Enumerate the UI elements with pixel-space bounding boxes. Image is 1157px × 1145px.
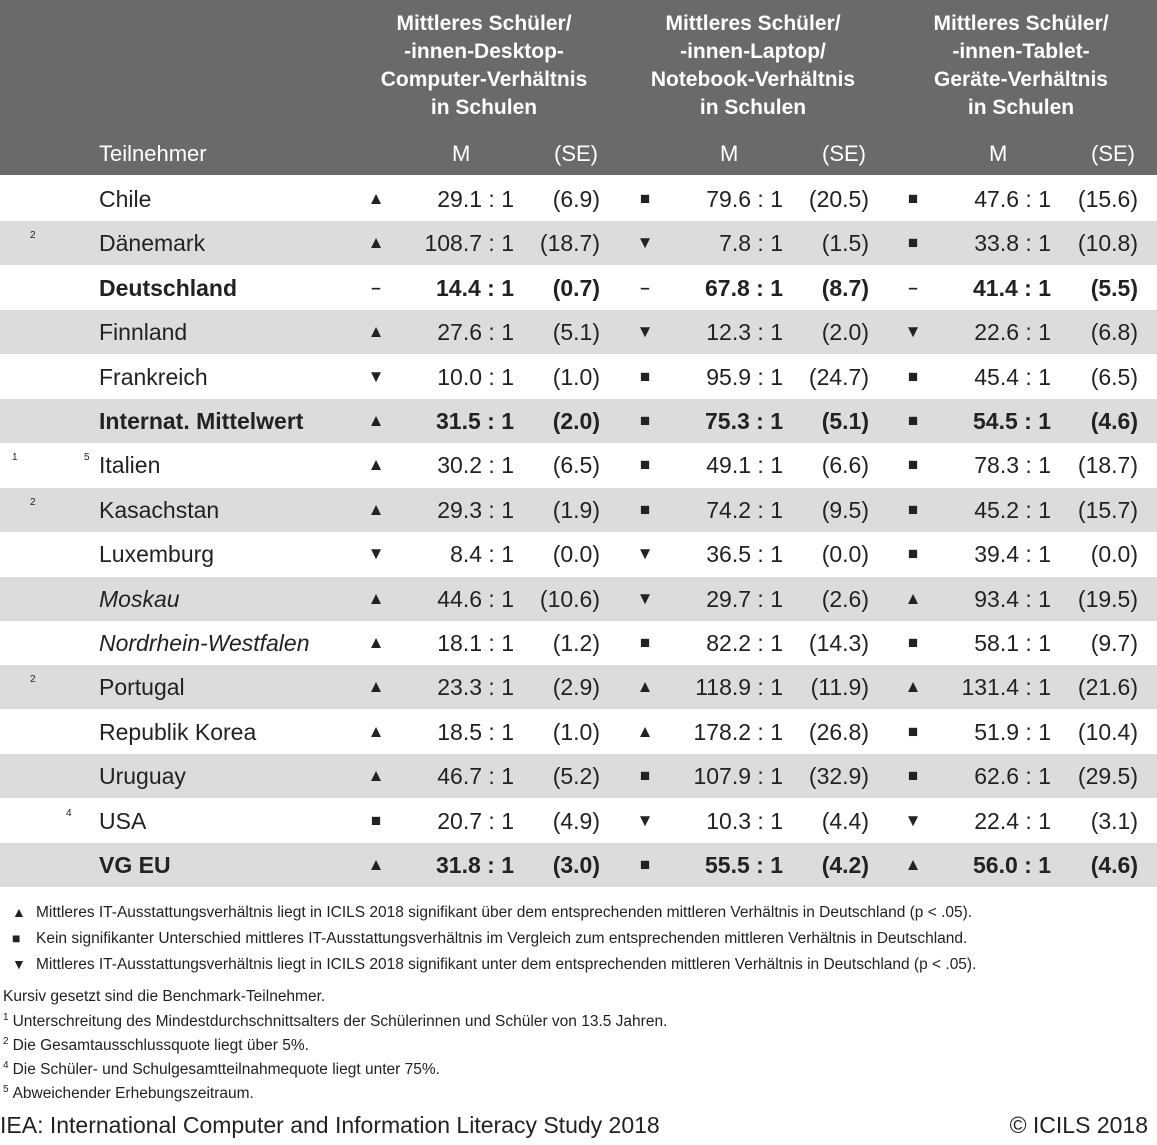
desktop-ratio-se: (1.9) <box>552 496 600 523</box>
laptop-significance-icon: ■ <box>639 766 651 786</box>
laptop-ratio-mean: 7.8 : 1 <box>719 230 783 257</box>
footnote-marker-left: 2 <box>30 674 36 686</box>
laptop-ratio-mean: 29.7 : 1 <box>706 585 783 612</box>
tablet-ratio-mean: 56.0 : 1 <box>973 852 1051 878</box>
desktop-significance-icon: ▲ <box>367 588 385 608</box>
tablet-ratio-se: (6.5) <box>1090 363 1138 390</box>
desktop-ratio-se: (6.9) <box>552 186 600 212</box>
desktop-ratio-se: (4.9) <box>552 807 600 834</box>
desktop-ratio-se: (0.0) <box>552 541 600 568</box>
tablet-m-header: M <box>989 141 1008 166</box>
tablet-ratio-mean: 131.4 : 1 <box>961 674 1051 701</box>
desktop-ratio-se: (3.0) <box>552 852 600 878</box>
tablet-ratio-mean: 45.4 : 1 <box>974 363 1051 390</box>
tablet-significance-icon: ▲ <box>904 588 922 608</box>
tablet-ratio-se: (9.7) <box>1090 630 1138 656</box>
laptop-significance-icon: ■ <box>639 855 651 874</box>
desktop-significance-icon: ▲ <box>367 721 385 741</box>
footnote-2 <box>3 1036 309 1056</box>
laptop-ratio-se: (32.9) <box>808 763 869 790</box>
tablet-ratio-mean: 22.4 : 1 <box>974 807 1051 834</box>
laptop-ratio-se: (9.5) <box>821 496 869 523</box>
desktop-ratio-mean: 108.7 : 1 <box>424 230 514 257</box>
tablet-ratio-mean: 22.6 : 1 <box>974 319 1051 346</box>
desktop-significance-icon: ▲ <box>367 677 385 697</box>
tablet-ratio-mean: 41.4 : 1 <box>973 274 1051 301</box>
desktop-ratio-mean: 31.5 : 1 <box>436 408 514 434</box>
legend-text: Mittleres IT-Ausstattungsverhältnis liegt in ICILS 2018 signifikant über dem entsprechenden mittleren Verhältnis in Deutschland (p < .05). <box>36 904 973 921</box>
desktop-significance-icon: ▲ <box>367 766 385 786</box>
tablet-ratio-se: (15.7) <box>1077 496 1138 523</box>
laptop-ratio-se: (14.3) <box>808 630 869 656</box>
laptop-ratio-mean: 118.9 : 1 <box>695 674 783 701</box>
laptop-ratio-se: (4.2) <box>821 852 869 878</box>
laptop-significance-icon: ▼ <box>636 233 654 253</box>
participant-name: Frankreich <box>99 363 208 390</box>
laptop-significance-icon: ■ <box>639 411 651 430</box>
laptop-ratio-mean: 49.1 : 1 <box>706 452 783 479</box>
desktop-ratio-column-title: Mittleres Schüler/ -innen-Desktop- Computer-Verhältnis in Schulen <box>380 12 588 119</box>
desktop-ratio-se: (6.5) <box>552 452 600 479</box>
participant-name: Deutschland <box>99 274 238 301</box>
tablet-ratio-se: (19.5) <box>1077 585 1138 612</box>
laptop-ratio-mean: 95.9 : 1 <box>706 363 783 390</box>
laptop-ratio-mean: 10.3 : 1 <box>706 807 783 834</box>
desktop-ratio-mean: 29.3 : 1 <box>437 496 514 523</box>
laptop-significance-icon: ■ <box>639 189 651 208</box>
tablet-ratio-se: (18.7) <box>1077 452 1138 479</box>
tablet-significance-icon: ■ <box>907 544 919 564</box>
footnote-marker: 2 <box>3 1036 9 1047</box>
square-icon: ■ <box>12 930 21 946</box>
footnote-text: Die Schüler- und Schulgesamtteilnahmequote liegt unter 75%. <box>12 1061 440 1078</box>
participant-column-header: Teilnehmer <box>99 141 207 166</box>
tablet-significance-icon: ■ <box>907 633 919 652</box>
desktop-ratio-se: (2.0) <box>552 408 600 434</box>
participant-name: Kasachstan <box>99 496 220 523</box>
desktop-ratio-se: (5.1) <box>552 319 600 346</box>
footnote-marker: 4 <box>3 1060 9 1071</box>
tablet-ratio-se: (29.5) <box>1077 763 1138 790</box>
tablet-ratio-se: (3.1) <box>1090 807 1138 834</box>
table-row <box>0 221 1157 265</box>
laptop-ratio-mean: 82.2 : 1 <box>706 630 783 656</box>
laptop-significance-icon: ▲ <box>636 677 654 697</box>
legend-item-above <box>12 902 972 923</box>
laptop-ratio-se: (26.8) <box>808 718 869 745</box>
table-row <box>0 310 1157 354</box>
laptop-ratio-mean: 107.9 : 1 <box>693 763 783 790</box>
tablet-significance-icon: ■ <box>907 411 919 430</box>
laptop-ratio-se: (4.4) <box>821 807 869 834</box>
desktop-significance-icon: ▲ <box>367 855 385 874</box>
participant-name: USA <box>99 807 147 834</box>
desktop-ratio-mean: 10.0 : 1 <box>437 363 514 390</box>
laptop-ratio-mean: 178.2 : 1 <box>693 718 783 745</box>
participant-name: Italien <box>99 452 161 479</box>
footnote-marker: 1 <box>3 1012 9 1023</box>
laptop-ratio-mean: 74.2 : 1 <box>706 496 783 523</box>
triangle-up-icon: ▲ <box>12 904 26 920</box>
footnote-marker-left: 2 <box>30 230 36 242</box>
tablet-significance-icon: ■ <box>907 455 919 475</box>
participant-name: Internat. Mittelwert <box>99 408 304 434</box>
table-row <box>0 843 1157 887</box>
table-row <box>0 177 1157 221</box>
participant-name: Portugal <box>99 674 185 701</box>
table-row <box>0 443 1157 487</box>
desktop-significance-icon: ▲ <box>367 322 385 342</box>
desktop-significance-icon: ■ <box>370 810 382 830</box>
tablet-significance-icon: ■ <box>907 189 919 208</box>
tablet-ratio-mean: 93.4 : 1 <box>974 585 1051 612</box>
desktop-significance-icon: ▲ <box>367 499 385 519</box>
laptop-ratio-se: (1.5) <box>821 230 869 257</box>
footnote-marker-left: 2 <box>30 496 36 508</box>
tablet-significance-icon: ▼ <box>904 322 922 342</box>
tablet-ratio-se: (5.5) <box>1090 274 1138 301</box>
laptop-ratio-se: (5.1) <box>821 408 869 434</box>
desktop-ratio-mean: 30.2 : 1 <box>437 452 514 479</box>
desktop-ratio-mean: 29.1 : 1 <box>437 186 514 212</box>
desktop-ratio-mean: 18.1 : 1 <box>437 630 514 656</box>
tablet-ratio-mean: 45.2 : 1 <box>974 496 1051 523</box>
participant-name: VG EU <box>99 852 171 878</box>
laptop-ratio-se: (2.0) <box>821 319 869 346</box>
footnote-italic <box>3 987 325 1007</box>
laptop-significance-icon: ▼ <box>636 810 654 830</box>
tablet-ratio-se: (15.6) <box>1077 186 1138 212</box>
desktop-ratio-se: (5.2) <box>552 763 600 790</box>
participant-name: Finnland <box>99 319 188 346</box>
footnote-text: Abweichender Erhebungszeitraum. <box>12 1085 254 1102</box>
participant-name: Luxemburg <box>99 541 215 568</box>
desktop-ratio-mean: 23.3 : 1 <box>437 674 514 701</box>
table-row <box>0 532 1157 576</box>
desktop-se-header: (SE) <box>554 141 598 166</box>
participant-name: Uruguay <box>99 763 186 790</box>
tablet-significance-icon: ■ <box>907 366 919 386</box>
footnote-marker-right: 5 <box>84 452 90 464</box>
desktop-ratio-se: (18.7) <box>539 230 600 257</box>
tablet-significance-icon: – <box>908 277 918 297</box>
desktop-ratio-se: (1.2) <box>552 630 600 656</box>
desktop-ratio-se: (2.9) <box>552 674 600 701</box>
laptop-significance-icon: ▼ <box>636 588 654 608</box>
laptop-ratio-se: (0.0) <box>821 541 869 568</box>
desktop-ratio-mean: 44.6 : 1 <box>437 585 514 612</box>
desktop-significance-icon: ▲ <box>367 233 385 253</box>
participant-name: Republik Korea <box>99 718 257 745</box>
footnote-marker-left: 1 <box>12 452 18 464</box>
desktop-ratio-se: (0.7) <box>552 274 600 301</box>
desktop-significance-icon: ▼ <box>367 366 385 386</box>
laptop-m-header: M <box>720 141 739 166</box>
laptop-ratio-se: (11.9) <box>810 674 869 701</box>
desktop-significance-icon: ▲ <box>367 633 385 652</box>
laptop-ratio-mean: 79.6 : 1 <box>706 186 783 212</box>
laptop-ratio-mean: 12.3 : 1 <box>706 319 783 346</box>
laptop-ratio-se: (24.7) <box>808 363 869 390</box>
desktop-ratio-mean: 8.4 : 1 <box>450 541 514 568</box>
desktop-significance-icon: ▼ <box>367 544 385 564</box>
table-row <box>0 266 1157 310</box>
desktop-ratio-mean: 46.7 : 1 <box>437 763 514 790</box>
tablet-ratio-mean: 54.5 : 1 <box>973 408 1051 434</box>
laptop-ratio-mean: 67.8 : 1 <box>705 274 783 301</box>
tablet-ratio-se: (6.8) <box>1090 319 1138 346</box>
legend-item-below <box>12 954 976 975</box>
tablet-ratio-mean: 33.8 : 1 <box>974 230 1051 257</box>
desktop-significance-icon: ▲ <box>367 411 385 430</box>
tablet-ratio-se: (4.6) <box>1090 852 1138 878</box>
desktop-ratio-se: (1.0) <box>552 363 600 390</box>
desktop-significance-icon: ▲ <box>367 455 385 475</box>
laptop-significance-icon: ▼ <box>636 544 654 564</box>
table-row <box>0 355 1157 399</box>
laptop-significance-icon: ■ <box>639 499 651 519</box>
desktop-ratio-mean: 20.7 : 1 <box>437 807 514 834</box>
participant-name: Moskau <box>99 585 180 612</box>
table-row <box>0 577 1157 621</box>
laptop-significance-icon: ■ <box>639 455 651 475</box>
desktop-m-header: M <box>452 141 471 166</box>
desktop-ratio-mean: 31.8 : 1 <box>436 852 514 878</box>
table-row <box>0 710 1157 754</box>
participant-name: Nordrhein-Westfalen <box>99 630 310 656</box>
tablet-ratio-se: (21.6) <box>1077 674 1138 701</box>
legend-item-no-difference <box>12 928 967 949</box>
desktop-ratio-mean: 27.6 : 1 <box>437 319 514 346</box>
laptop-ratio-mean: 36.5 : 1 <box>706 541 783 568</box>
laptop-significance-icon: ▼ <box>636 322 654 342</box>
desktop-ratio-se: (10.6) <box>539 585 600 612</box>
desktop-ratio-mean: 14.4 : 1 <box>436 274 514 301</box>
legend-text: Mittleres IT-Ausstattungsverhältnis liegt in ICILS 2018 signifikant unter dem entsprechenden mittleren Verhältnis in Deutschland (p < .05). <box>36 956 977 973</box>
laptop-ratio-se: (6.6) <box>821 452 869 479</box>
footnote-text: Unterschreitung des Mindestdurchschnittsalters der Schülerinnen und Schüler von 13.5 Jahren. <box>12 1013 668 1030</box>
tablet-ratio-se: (4.6) <box>1090 408 1138 434</box>
laptop-ratio-se: (20.5) <box>808 186 869 212</box>
footnote-text: Kursiv gesetzt sind die Benchmark-Teilnehmer. <box>3 988 326 1005</box>
footnote-5 <box>3 1084 254 1104</box>
desktop-significance-icon: – <box>371 277 381 297</box>
table-header <box>0 0 1157 175</box>
tablet-ratio-mean: 47.6 : 1 <box>974 186 1051 212</box>
laptop-significance-icon: ▲ <box>636 721 654 741</box>
laptop-ratio-se: (2.6) <box>821 585 869 612</box>
table-row <box>0 621 1157 665</box>
desktop-significance-icon: ▲ <box>367 189 385 208</box>
footnote-4 <box>3 1060 440 1080</box>
tablet-ratio-mean: 39.4 : 1 <box>974 541 1051 568</box>
footnote-marker-right: 4 <box>66 807 72 819</box>
tablet-significance-icon: ▲ <box>904 855 922 874</box>
triangle-down-icon: ▼ <box>12 956 26 972</box>
table-row <box>0 488 1157 532</box>
copyright-note: © ICILS 2018 <box>1009 1112 1148 1138</box>
desktop-ratio-se: (1.0) <box>552 718 600 745</box>
tablet-se-header: (SE) <box>1091 141 1135 166</box>
laptop-significance-icon: ■ <box>639 633 651 652</box>
laptop-significance-icon: ■ <box>639 366 651 386</box>
tablet-ratio-se: (0.0) <box>1090 541 1138 568</box>
table-row <box>0 799 1157 843</box>
laptop-ratio-mean: 55.5 : 1 <box>705 852 783 878</box>
laptop-ratio-column-title: Mittleres Schüler/ -innen-Laptop/ Notebook-Verhältnis in Schulen <box>650 12 856 119</box>
tablet-significance-icon: ■ <box>907 233 919 253</box>
tablet-ratio-se: (10.8) <box>1077 230 1138 257</box>
footnote-text: Die Gesamtausschlussquote liegt über 5%. <box>12 1037 309 1054</box>
table-row <box>0 665 1157 709</box>
footnote-1 <box>3 1012 667 1032</box>
desktop-ratio-mean: 18.5 : 1 <box>437 718 514 745</box>
table-row <box>0 399 1157 443</box>
tablet-ratio-mean: 78.3 : 1 <box>974 452 1051 479</box>
laptop-significance-icon: – <box>640 277 650 297</box>
tablet-significance-icon: ■ <box>907 766 919 786</box>
laptop-ratio-mean: 75.3 : 1 <box>705 408 783 434</box>
laptop-ratio-se: (8.7) <box>821 274 869 301</box>
table-row <box>0 754 1157 798</box>
tablet-ratio-mean: 51.9 : 1 <box>974 718 1051 745</box>
source-note: IEA: International Computer and Information Literacy Study 2018 <box>0 1112 660 1138</box>
tablet-ratio-column-title: Mittleres Schüler/ -innen-Tablet- Geräte-Verhältnis in Schulen <box>933 12 1109 119</box>
tablet-significance-icon: ▼ <box>904 810 922 830</box>
laptop-se-header: (SE) <box>822 141 866 166</box>
footnote-marker: 5 <box>3 1084 9 1095</box>
tablet-ratio-mean: 58.1 : 1 <box>974 630 1051 656</box>
participant-name: Dänemark <box>99 230 206 257</box>
participant-name: Chile <box>99 186 152 212</box>
legend-text: Kein signifikanter Unterschied mittleres IT-Ausstattungsverhältnis im Vergleich zum entsprechenden mittleren Verhältnis in Deutschland. <box>36 930 968 947</box>
tablet-ratio-mean: 62.6 : 1 <box>974 763 1051 790</box>
tablet-significance-icon: ■ <box>907 721 919 741</box>
tablet-ratio-se: (10.4) <box>1077 718 1138 745</box>
tablet-significance-icon: ▲ <box>904 677 922 697</box>
tablet-significance-icon: ■ <box>907 499 919 519</box>
